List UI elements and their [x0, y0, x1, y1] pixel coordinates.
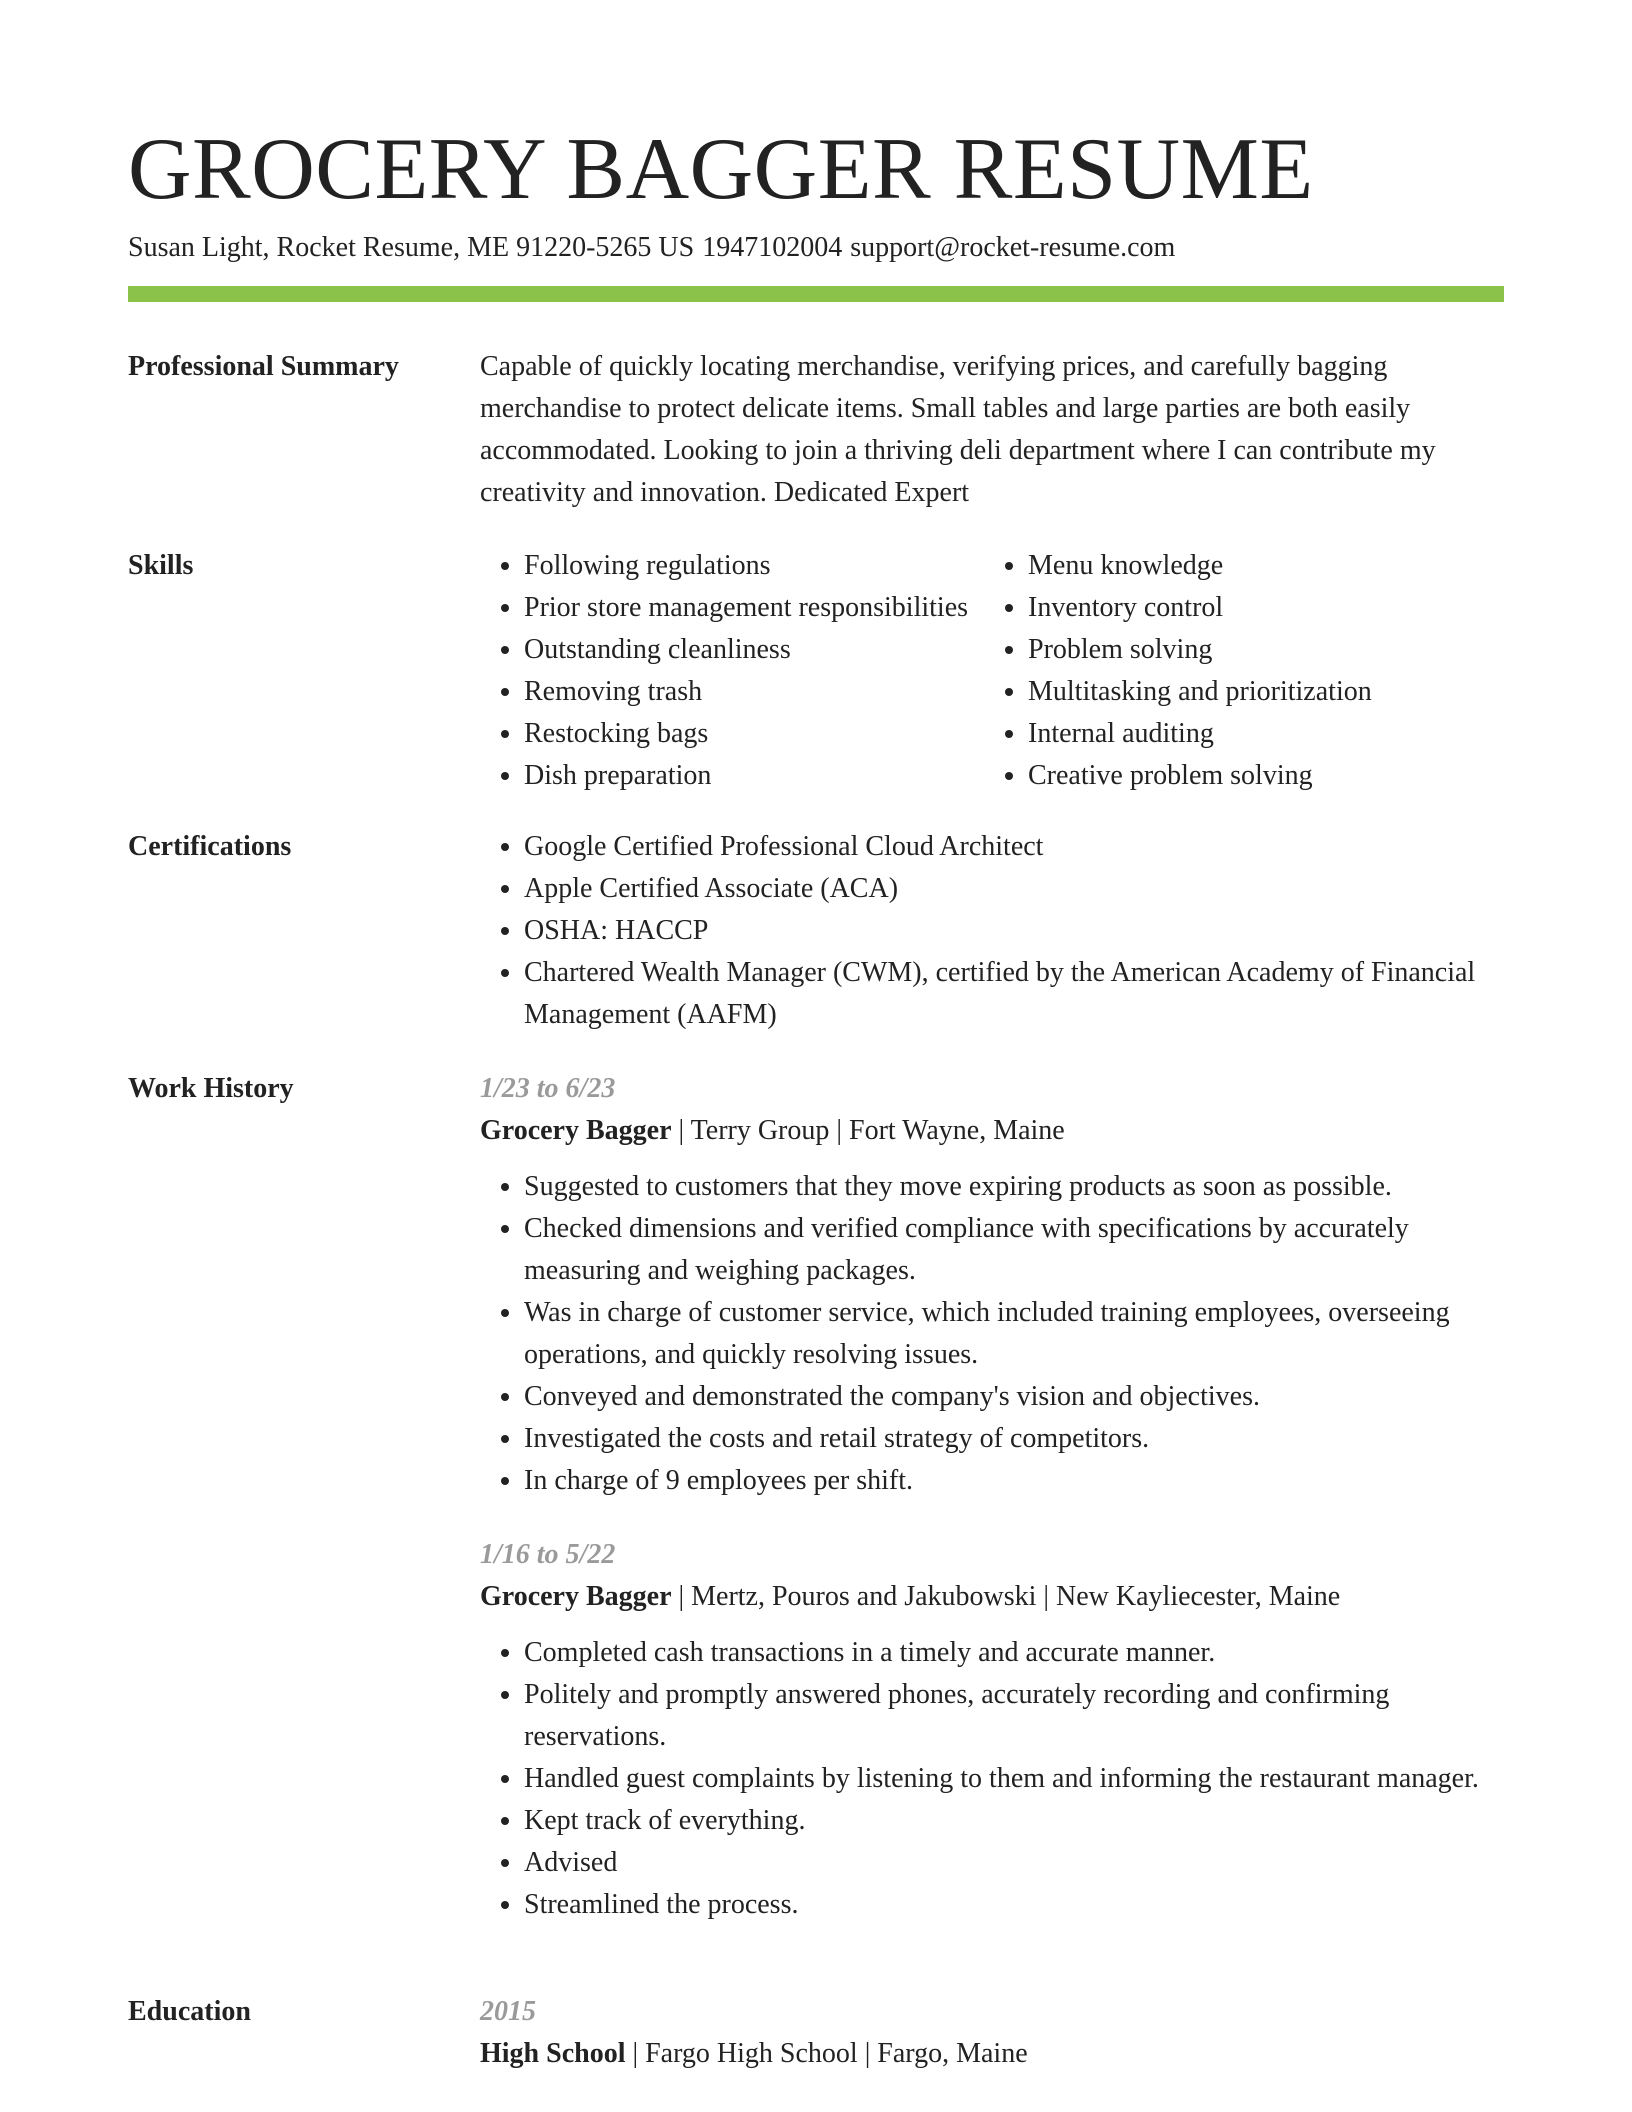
education-details: | Fargo High School | Fargo, Maine — [625, 2038, 1028, 2069]
job-bullet: • Streamlined the process. — [524, 1884, 1504, 1926]
job-bullet: • Was in charge of customer service, which included training employees, overseeing operations, and quickly resolving issues. — [524, 1292, 1504, 1376]
job-bullet: • Investigated the costs and retail strategy of competitors. — [524, 1418, 1504, 1460]
skill-item: • Multitasking and prioritization — [1028, 671, 1488, 713]
contact-phone: 1947102004 — [702, 232, 843, 263]
skill-item: • Creative problem solving — [1028, 755, 1488, 797]
skill-item: • Dish preparation — [524, 755, 984, 797]
job-entry — [480, 1534, 1504, 1926]
job-details: | Terry Group | Fort Wayne, Maine — [671, 1115, 1065, 1146]
job-date: 1/23 to 6/23 — [480, 1073, 616, 1104]
skill-item: • Outstanding cleanliness — [524, 629, 984, 671]
skills-column-2 — [984, 545, 1488, 797]
education-content — [480, 1991, 1504, 2075]
work-history-label: Work History — [128, 1073, 294, 1104]
certifications-label: Certifications — [128, 831, 292, 862]
job-entry — [480, 1068, 1504, 1502]
work-history-content — [480, 1068, 1504, 1926]
accent-divider — [128, 286, 1504, 302]
job-bullet: • Suggested to customers that they move expiring products as soon as possible. — [524, 1166, 1504, 1208]
skill-item: • Restocking bags — [524, 713, 984, 755]
education-line — [480, 2033, 1504, 2075]
job-bullet: • Conveyed and demonstrated the company's vision and objectives. — [524, 1376, 1504, 1418]
resume-title: GROCERY BAGGER RESUME — [128, 121, 1314, 218]
education-date: 2015 — [480, 1996, 536, 2027]
job-bullet: • In charge of 9 employees per shift. — [524, 1460, 1504, 1502]
education-label: Education — [128, 1996, 251, 2027]
job-bullets — [480, 1166, 1504, 1502]
skill-item: • Menu knowledge — [1028, 545, 1488, 587]
job-bullet: • Politely and promptly answered phones, accurately recording and confirming reservations. — [524, 1674, 1504, 1758]
contact-name-location: Susan Light, Rocket Resume, ME 91220-5265 US — [128, 232, 695, 263]
job-title: Grocery Bagger — [480, 1115, 672, 1146]
job-date: 1/16 to 5/22 — [480, 1539, 616, 1570]
job-details: | Mertz, Pouros and Jakubowski | New Kayliecester, Maine — [671, 1581, 1341, 1612]
job-role-line — [480, 1576, 1504, 1618]
certification-item: • Chartered Wealth Manager (CWM), certified by the American Academy of Financial Management (AAFM) — [524, 952, 1504, 1036]
skill-item: • Inventory control — [1028, 587, 1488, 629]
job-bullet: • Completed cash transactions in a timely and accurate manner. — [524, 1632, 1504, 1674]
certification-item: • OSHA: HACCP — [524, 910, 1504, 952]
contact-line — [128, 230, 1175, 266]
skills-column-1 — [480, 545, 984, 797]
skill-item: • Following regulations — [524, 545, 984, 587]
certification-item: • Apple Certified Associate (ACA) — [524, 868, 1504, 910]
education-degree: High School — [480, 2038, 626, 2069]
skill-item: • Internal auditing — [1028, 713, 1488, 755]
skills-label: Skills — [128, 550, 194, 581]
summary-text: Capable of quickly locating merchandise, verifying prices, and carefully bagging merchandise to protect delicate items. Small tables and large parties are both easily accommodated. Looking to join a thriving deli department where I can contribute my creativity and innovation. Dedicated Expert — [480, 351, 1436, 508]
certification-item: • Google Certified Professional Cloud Architect — [524, 826, 1504, 868]
skills-content — [480, 545, 1504, 797]
contact-email: support@rocket-resume.com — [850, 232, 1176, 263]
summary-label: Professional Summary — [128, 351, 399, 382]
skill-item: • Removing trash — [524, 671, 984, 713]
skill-item: • Problem solving — [1028, 629, 1488, 671]
job-bullet: • Checked dimensions and verified compliance with specifications by accurately measuring and weighing packages. — [524, 1208, 1504, 1292]
job-bullet: • Handled guest complaints by listening to them and informing the restaurant manager. — [524, 1758, 1504, 1800]
summary-content — [480, 346, 1504, 514]
job-title: Grocery Bagger — [480, 1581, 672, 1612]
skill-item: • Prior store management responsibilities — [524, 587, 984, 629]
certifications-content — [480, 826, 1504, 1036]
job-bullet: • Advised — [524, 1842, 1504, 1884]
job-bullets — [480, 1632, 1504, 1926]
job-role-line — [480, 1110, 1504, 1152]
certifications-list — [480, 826, 1504, 1036]
job-bullet: • Kept track of everything. — [524, 1800, 1504, 1842]
